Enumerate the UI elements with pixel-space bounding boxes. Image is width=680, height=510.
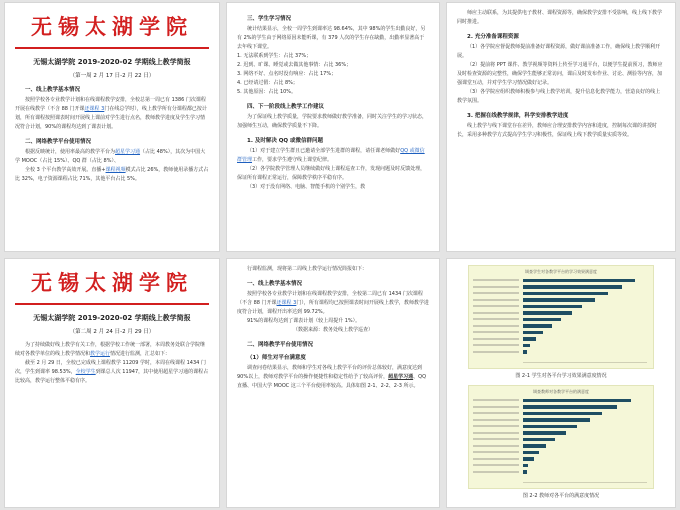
text: （1）对于建立学生群且已邀请全部学生进群的课程，请任课老师做好: [247, 148, 401, 154]
subsection-heading: 3. 把握在线教学规律，科学安排教学进度: [467, 113, 569, 119]
bar: [523, 344, 530, 348]
paragraph: [15, 148, 209, 166]
underlined-text: 教学运行: [90, 351, 111, 357]
bar-category-label: [473, 412, 519, 414]
chart-title: 调查教师对各教学平台的满意度: [533, 389, 589, 394]
subsection-heading: （1）师生对平台满意度: [247, 355, 306, 361]
paragraph: 师应主动联系，为其提供电子教材、课程资源等，确保教学安排不受影响，线上线下教学同时推进。: [457, 10, 663, 25]
red-divider: [15, 303, 209, 305]
section-heading: 四、下一阶段线上教学工作建议: [247, 104, 325, 110]
text: 全校 3 个平台教学高效开展。直播+: [25, 167, 106, 173]
paragraph: 线上教学与线下课堂存在差异，教师应合理安排教学内容和进度，控制每次课的讲授时长，采用多种教学方式提高学生学习积极性，保证线上线下教学质量实质等效。: [457, 123, 658, 138]
bar-category-label: [473, 406, 519, 408]
bar-category-label: [473, 279, 519, 281]
bar-track: [523, 469, 649, 476]
bar-category-label: [473, 445, 519, 447]
bar: [523, 292, 608, 296]
section-heading: 二、网络教学平台使用情况: [25, 139, 92, 145]
underlined-text: 课程视频: [105, 167, 126, 173]
paragraph: （2）提前将 PPT 课件、教学视频等资料上传至学习通平台，以便学生提前预习，教师应及时检查资源的完整性，确保学生能够正常访问，课后及时发布作业、讨论、测验等内容，加强课堂互动，并对学生学习情况做好记录。: [457, 62, 663, 86]
text: 为了持续做好线上教学有关工作，根据学校工作统一部署，本周教务处联合学院继续对各教学单位的线上教学情况和: [15, 342, 206, 357]
bar: [523, 279, 635, 283]
bar-category-label: [473, 438, 519, 440]
college-brand-title: 无锡太湖学院: [31, 14, 193, 39]
text: 工作，要求学生遵守线上课堂纪律。: [252, 157, 333, 163]
bar: [523, 418, 590, 422]
page-5: [226, 258, 440, 508]
bar-category-label: [473, 325, 519, 327]
bar: [523, 464, 528, 468]
red-divider: [15, 47, 209, 49]
bar: [523, 350, 527, 354]
bar: [523, 311, 572, 315]
bar-row: [473, 469, 649, 476]
bar: [523, 305, 582, 309]
text: 按照学校各专业教学计划和在线课程教学安排，全校总第一周已有 1386 门次课程开展在线教学（不含 88 门开课: [15, 97, 206, 112]
subsection-heading: 2. 充分准备课程资源: [467, 34, 519, 40]
bar: [523, 438, 555, 442]
bar: [523, 399, 631, 403]
section-heading: 二、网络教学平台使用情况: [247, 342, 314, 348]
chart-student-satisfaction: [468, 265, 654, 369]
underlined-text: 超星学习通: [115, 149, 141, 155]
document-title: 无锡太湖学院 2019-2020-02 学期线上教学简报: [33, 314, 191, 322]
paragraph: 91%的课程均达到了课表计划（较上周提升 1%）。: [247, 318, 361, 324]
bar-category-label: [473, 292, 519, 294]
text: （占比 48%），其次为中国大学 MOOC（占比 15%）、QQ 群（占比 8%）、: [15, 149, 206, 164]
paragraph: （2）各学院教学管理人员继续做好线上课程巡查工作，发现问题及时反馈处理，保证所有课程正常运行，保障教学秩序平稳有序。: [237, 166, 426, 181]
bar: [523, 298, 595, 302]
bar-category-label: [473, 312, 519, 314]
bar: [523, 337, 536, 341]
text: 门），所有课程均已按照课表时间开展线上教学，教师教学进度符合计划，课程开出率达到 99.72%。: [237, 300, 429, 315]
bar-category-label: [473, 464, 519, 466]
chart-bars: [473, 277, 649, 355]
paragraph: [15, 96, 209, 132]
paragraph: [237, 290, 429, 317]
bar-category-label: [473, 399, 519, 401]
text: 到课总人次 11947，其中使用超星学习通的课程占比较高，教学运行整体平稳有序。: [15, 369, 209, 384]
bar-category-label: [473, 331, 519, 333]
paragraph: 行课程监测，现将第二周线上教学运行情况简报如下：: [247, 266, 368, 272]
subsection-heading: 1. 及时解决 QQ 或微信群问题: [247, 138, 324, 144]
chart-axis: [523, 362, 647, 363]
bar: [523, 444, 546, 448]
college-brand-title: 无锡太湖学院: [31, 270, 193, 295]
paragraph: [237, 147, 429, 165]
text: 按照学校各专业教学计划和在线课程教学安排，全校第二周已有 1434 门次课程（不含 88 门开课: [237, 291, 423, 306]
chart-teacher-satisfaction: [468, 385, 654, 489]
document-subtitle: （第一周 2 月 17 日-2 月 22 日）: [69, 73, 155, 79]
bar: [523, 451, 539, 455]
data-source-note: （数据来源：教务处线上教学巡查）: [292, 327, 373, 333]
bar-category-label: [473, 432, 519, 434]
bar-category-label: [473, 299, 519, 301]
underlined-text: 还课程 3: [276, 300, 297, 306]
bar-row: [473, 349, 649, 356]
bar-category-label: [473, 451, 519, 453]
bar-category-label: [473, 425, 519, 427]
paragraph: （1）各学院应督促教师提前准备好课程资源，做好课前准备工作，确保线上教学顺利开展。: [457, 44, 661, 59]
figure-caption: 图 2-1 学生对各平台学习效果满意度情况: [515, 373, 607, 379]
paragraph: [15, 341, 209, 359]
bar-category-label: [473, 471, 519, 473]
list-item: 5. 其他原因：占比 10%。: [237, 89, 297, 95]
text: 模式占比 26%，教师使用录播方式占比 32%，电子资源课程占比 71%，其他平台占比 5%。: [15, 167, 209, 182]
document-title: 无锡太湖学院 2019-2020-02 学期线上教学简报: [33, 58, 191, 66]
text: 截至 2 月 29 日，全校已完成线上课程教学 11209 学时，本周在线课程 1434 门次，学生到课率 98.53%，: [15, 360, 206, 375]
list-item: 2. 迟到、旷课、睡觉或去做其他事情：占比 36%；: [237, 62, 352, 68]
section-heading: 三、学生学习情况: [247, 16, 292, 22]
underlined-text: 还课程 3: [84, 106, 105, 112]
chart-axis: [523, 482, 647, 483]
bar: [523, 431, 566, 435]
list-item: 1. 无法联系到学生：占比 37%；: [237, 53, 312, 59]
bar: [523, 324, 552, 328]
bar-category-label: [473, 305, 519, 307]
page-6: [446, 258, 676, 508]
page-3: [446, 2, 676, 252]
section-heading: 一、线上教学基本情况: [247, 281, 303, 287]
bar: [523, 285, 622, 289]
underlined-text: 超星学习通: [388, 374, 414, 380]
bar: [523, 457, 534, 461]
paragraph: [15, 166, 209, 184]
chart-bars: [473, 397, 649, 475]
bar-category-label: [473, 338, 519, 340]
text: 门在线总学时），线上教学所有分课程都已按计划，所有课程按照课表时间开展线上课前对学生进行点名，教师教学进度及学生学习情况符合计划，90%的课程均达到了课表计划。: [15, 106, 207, 130]
bar: [523, 425, 577, 429]
bar: [523, 470, 527, 474]
bar-category-label: [473, 286, 519, 288]
text: 、QQ 直播、中国大学 MOOC 这三个平台使用率较高。具体如图 2-1、2-2、2-3 所示。: [237, 374, 427, 389]
paragraph: [15, 359, 209, 386]
paragraph: 为了保证线上教学质量，学院要求教师做好教学准备，同时关注学生的学习状态，加强师生互动，确保教学质量不下降。: [237, 114, 428, 129]
text: 根据反映统计，使用率最高的教学平台为: [25, 149, 116, 155]
section-heading: 一、线上教学基本情况: [25, 87, 81, 93]
bar: [523, 331, 543, 335]
paragraph: [237, 364, 429, 391]
figure-caption: 图 2-2 教师对各平台的满意度情况: [522, 493, 600, 499]
list-item: 4. 已经请过假：占比 8%；: [237, 80, 298, 86]
paragraph: （3）各学院应组织教师积极参与线上教学培训，提升信息化教学能力，营造良好的线上教学氛围。: [457, 89, 661, 104]
bar-category-label: [473, 351, 519, 353]
bar: [523, 412, 602, 416]
list-item: 3. 网络不好、点名时没有响应：占比 17%；: [237, 71, 337, 77]
bar: [523, 405, 617, 409]
text: 调查问卷结果显示，教师和学生对各线上教学平台的评价总体较好，满意度达到 90%以上，教师对教学平台的操作便捷性和稳定性给予了较高评价，: [237, 365, 423, 380]
text: 情况进行监测，汇总如下：: [110, 351, 171, 357]
paragraph: （3）对于没有网络、电脑、智能手机的个别学生，教: [247, 184, 366, 190]
document-subtitle: （第二周 2 月 24 日-2 月 29 日）: [69, 329, 155, 335]
page-4: [4, 258, 220, 508]
underlined-text: 全校学生: [75, 369, 96, 375]
page-1: [4, 2, 220, 252]
bar-track: [523, 349, 649, 356]
bar-category-label: [473, 458, 519, 460]
bar-category-label: [473, 344, 519, 346]
paragraph: 统计结果显示，全校一周学生到课率达 98.64%，其中 98%的学生出勤良好，另有 2%的学生由于网络原因未能听课，有 379 人次的学生存在缺勤，出勤率显著高于去年线下课堂。: [237, 26, 426, 50]
bar-category-label: [473, 318, 519, 320]
chart-title: 调查学生对各教学平台的学习效果满意度: [525, 269, 597, 274]
underlined-text: QQ 或微信群管理: [237, 148, 425, 163]
page-2: [226, 2, 440, 252]
bar-category-label: [473, 419, 519, 421]
bar: [523, 318, 561, 322]
